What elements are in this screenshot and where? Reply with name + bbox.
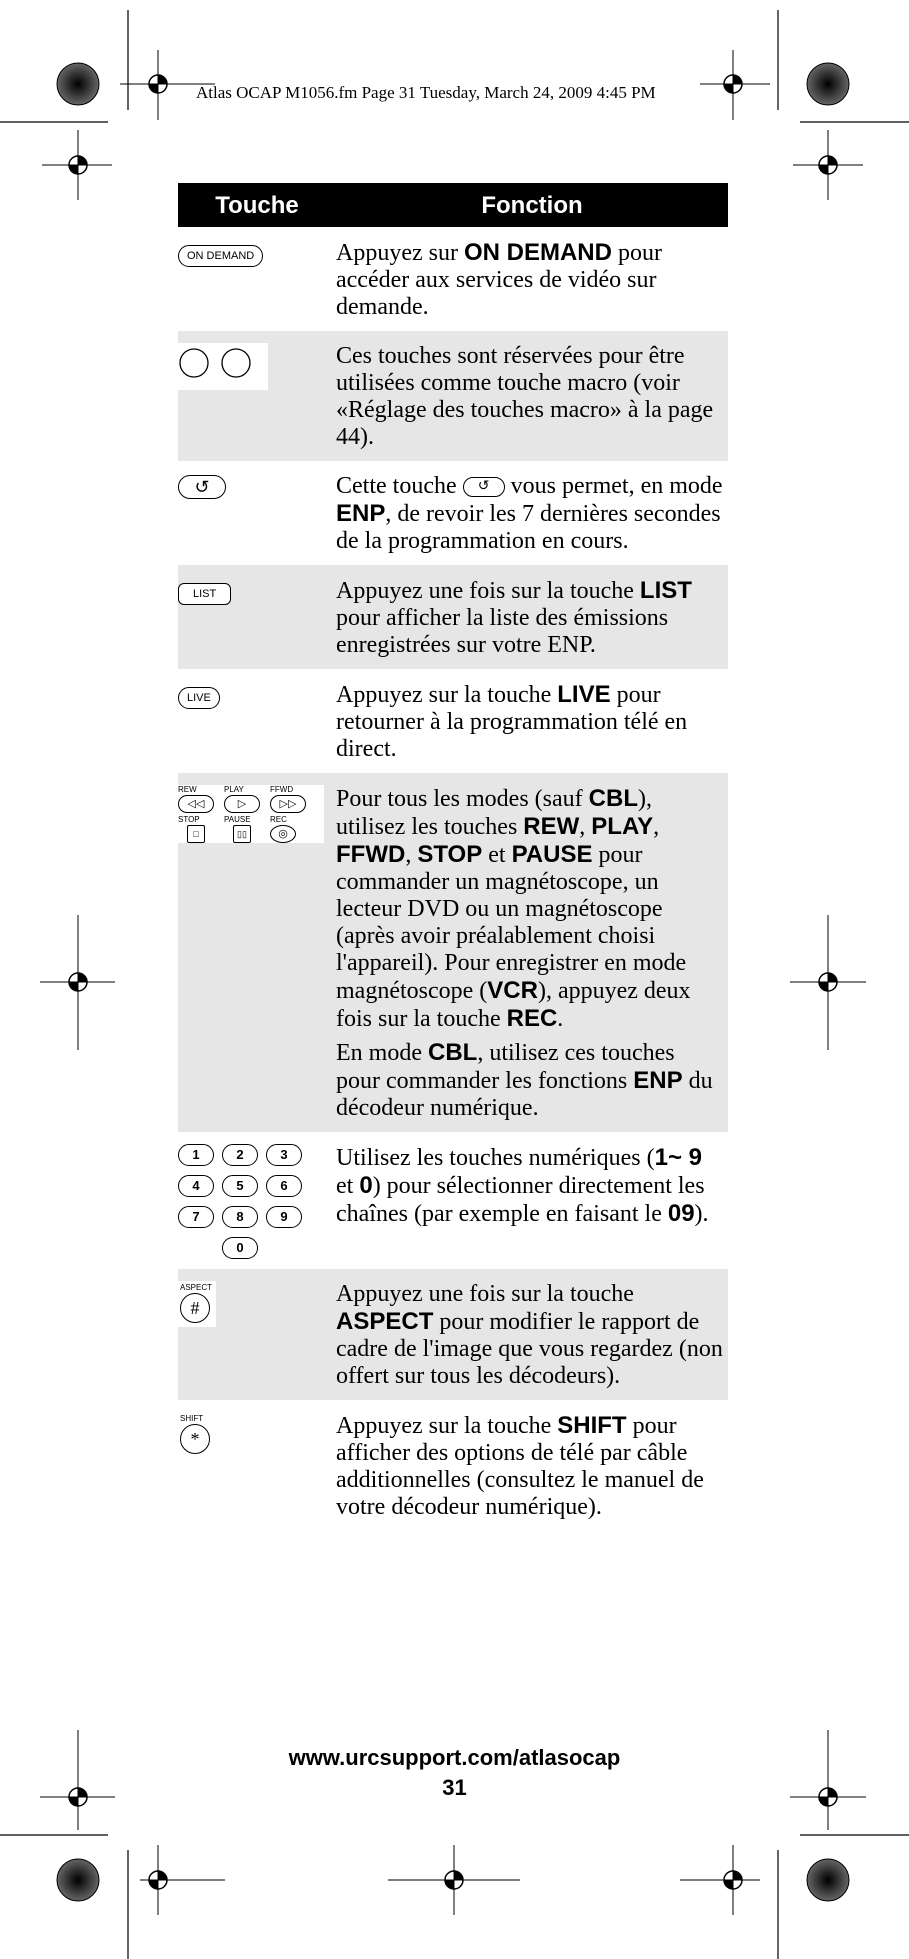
- row-description: Appuyez une fois sur la touche LIST pour afficher la liste des émissions enregistrées sur votre ENP.: [336, 565, 728, 669]
- table-row: [178, 773, 728, 1132]
- starburst-icon: [807, 1859, 849, 1901]
- footer-url: www.urcsupport.com/atlasocap: [288, 1745, 621, 1770]
- aspect-key-icon: ASPECT #: [178, 1281, 216, 1327]
- play-icon: ▷: [224, 795, 260, 813]
- transport-keys-icon: REW ◁◁ PLAY ▷ FFWD ▷▷ STOP □ PAUSE ▯▯ REC ◎: [178, 785, 324, 843]
- page-number: 31: [442, 1775, 467, 1800]
- table-row: [178, 565, 728, 669]
- list-key-icon: LIST: [178, 583, 231, 605]
- starburst-icon: [57, 1859, 99, 1901]
- stop-icon: □: [187, 825, 205, 843]
- registration-mark-icon: [724, 75, 742, 93]
- row-description: Pour tous les modes (sauf CBL), utilisez les touches REW, PLAY, FFWD, STOP et PAUSE pour commander un magnétoscope, un lecteur DVD ou un magnétoscope (après avoir préalablement choisi l'appareil). Pour enregistrer en mode magnétoscope (VCR), appuyez deux fois sur la touche REC. En mode CBL, utilisez ces touches pour commander les fonctions ENP du décodeur numérique.: [336, 773, 728, 1132]
- registration-mark-icon: [69, 156, 87, 174]
- registration-mark-icon: [149, 1871, 167, 1889]
- replay-key-icon: ↺: [178, 475, 226, 499]
- row-description: Utilisez les touches numériques (1~ 9 et 0) pour sélectionner directement les chaînes (par exemple en faisant le 09).: [336, 1144, 709, 1227]
- row-description: Appuyez une fois sur la touche ASPECT pour modifier le rapport de cadre de l'image que vous regardez (non offert sur tous les décodeurs).: [336, 1269, 728, 1400]
- table-row: [178, 1132, 728, 1269]
- macro-keys-icon: [178, 343, 268, 390]
- record-icon: ◎: [270, 825, 296, 843]
- table-row: [178, 461, 728, 565]
- shift-key-icon: SHIFT *: [178, 1412, 214, 1458]
- pause-icon: ▯▯: [233, 825, 251, 843]
- starburst-icon: [57, 63, 99, 105]
- table-row: [178, 1269, 728, 1400]
- rewind-icon: ◁◁: [178, 795, 214, 813]
- live-key-icon: LIVE: [178, 687, 220, 709]
- table-row: [178, 1400, 728, 1531]
- starburst-icon: [807, 63, 849, 105]
- column-header-function: Fonction: [336, 183, 728, 227]
- replay-icon: ↺: [463, 477, 505, 497]
- registration-mark-icon: [724, 1871, 742, 1889]
- column-header-key: Touche: [178, 183, 336, 227]
- row-description: Cette touche ↺ vous permet, en mode ENP, de revoir les 7 dernières secondes de la programmation en cours.: [336, 473, 723, 554]
- print-header: Atlas OCAP M1056.fm Page 31 Tuesday, March 24, 2009 4:45 PM: [196, 83, 656, 102]
- number-keys-icon: 1 2 3 4 5 6 7 8 9 0: [178, 1144, 336, 1259]
- table-row: [178, 669, 728, 773]
- registration-mark-icon: [445, 1871, 463, 1889]
- on-demand-key-icon: ON DEMAND: [178, 245, 263, 267]
- row-description: Appuyez sur la touche LIVE pour retourner à la programmation télé en direct.: [336, 681, 688, 762]
- registration-mark-icon: [69, 973, 87, 991]
- row-description: Ces touches sont réservées pour être utilisées comme touche macro (voir «Réglage des touches macro» à la page 44).: [336, 331, 728, 461]
- row-description: Appuyez sur la touche SHIFT pour afficher des options de télé par câble additionnelles (consultez le manuel de votre décodeur numérique).: [336, 1412, 704, 1520]
- key-function-table: [178, 183, 728, 1531]
- table-row: [178, 227, 728, 331]
- fast-forward-icon: ▷▷: [270, 795, 306, 813]
- registration-mark-icon: [819, 156, 837, 174]
- registration-mark-icon: [819, 973, 837, 991]
- table-row: [178, 331, 728, 461]
- row-description: Appuyez sur ON DEMAND pour accéder aux services de vidéo sur demande.: [336, 239, 662, 320]
- registration-mark-icon: [149, 75, 167, 93]
